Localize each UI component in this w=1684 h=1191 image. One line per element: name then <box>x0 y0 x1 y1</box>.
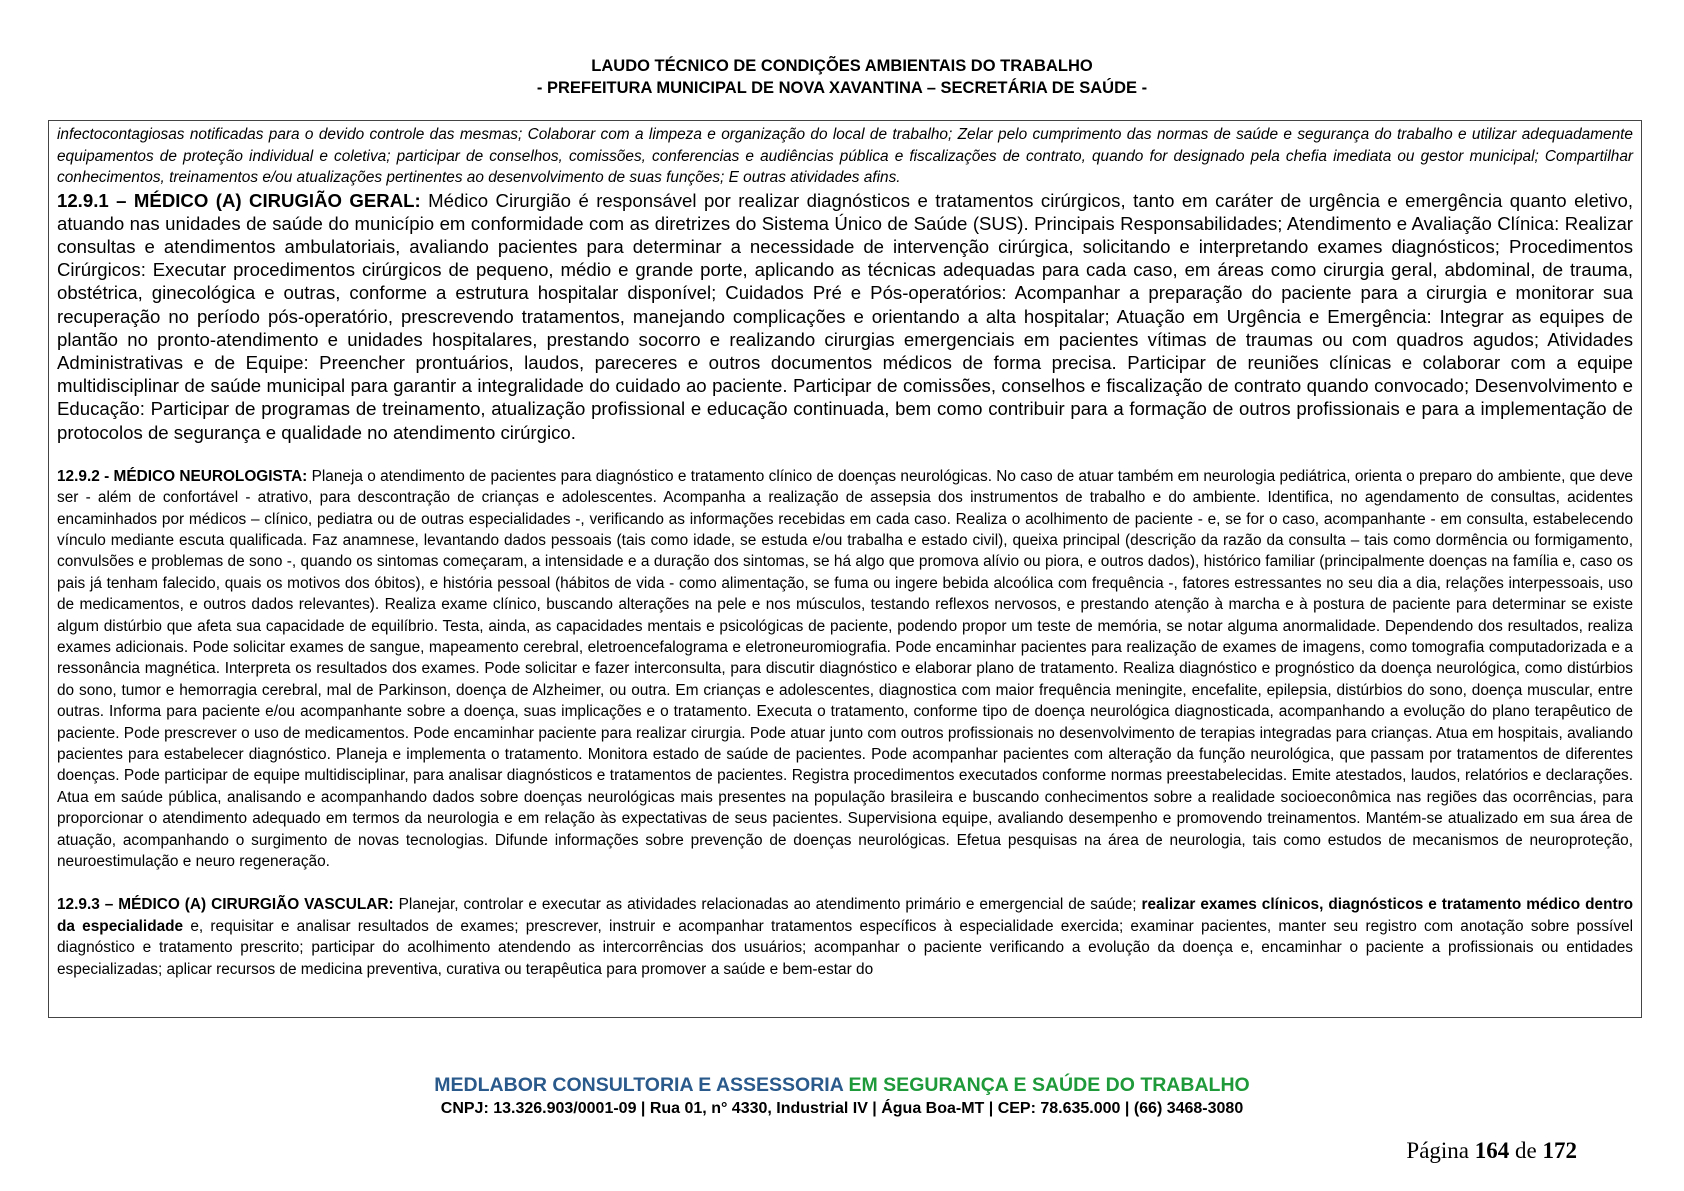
footer-contact-info: CNPJ: 13.326.903/0001-09 | Rua 01, n° 4330, Industrial IV | Água Boa-MT | CEP: 78.635.000 | (66) 3468-3080 <box>440 1100 1244 1117</box>
header-title: LAUDO TÉCNICO DE CONDIÇÕES AMBIENTAIS DO TRABALHO <box>591 57 1093 75</box>
section-neurologista <box>57 466 1633 873</box>
section-text: Planeja o atendimento de pacientes para diagnóstico e tratamento clínico de doenças neurológicas. No caso de atuar também em neurologia pediátrica, orienta o preparo do ambiente, que deve ser - além de confortável - atrativo, para descontração de crianças e adolescentes. Acompanha a realização de assepsia dos instrumentos de trabalho e do ambiente. Identifica, no agendamento de consultas, acidentes encaminhados por médicos – clínico, pediatra ou de outras especialidades -, verificando as informações recebidas em cada caso. Realiza o acolhimento de paciente - e, se for o caso, acompanhante - em consulta, estabelecendo vínculo mediante escuta qualificada. Faz anamnese, levantando dados pessoais (tais como idade, se estuda e/ou trabalha e estado civil), queixa principal (descrição da razão da consulta – tais como dormência ou formigamento, convulsões e problemas de sono -, quando os sintomas começaram, a intensidade e a duração dos sintomas, se há algo que promova alívio ou piora, e outros dados), histórico familiar (principalmente doenças na família e, caso os pais já tenham falecido, quais os motivos dos óbitos), e história pessoal (hábitos de vida - como alimentação, se fuma ou ingere bebida alcoólica com frequência -, fatores estressantes no seu dia a dia, relações interpessoais, uso de medicamentos, e outros dados relevantes). Realiza exame clínico, buscando alterações na pele e nos músculos, testando reflexos nervosos, e prestando atenção à marcha e à postura de paciente para determinar se existe algum distúrbio que afeta sua capacidade de equilíbrio. Testa, ainda, as capacidades mentais e psicológicas de paciente, podendo propor um teste de memória, se notar alguma anormalidade. Dependendo dos resultados, realiza exames adicionais. Pode solicitar exames de sangue, mapeamento cerebral, eletroencefalograma e eletroneuromiografia. Pode encaminhar pacientes para realização de exames de imagens, como tomografia computadorizada e a ressonância magnética. Interpreta os resultados dos exames. Pode solicitar e fazer interconsulta, para discutir diagnóstico e elaborar plano de tratamento. Realiza diagnóstico e prognóstico da doença neurológica, como distúrbios do sono, tumor e hemorragia cerebral, mal de Parkinson, doença de Alzheimer, ou outra. Em crianças e adolescentes, diagnostica com maior frequência meningite, encefalite, epilepsia, distúrbios do sono, doença muscular, entre outras. Informa para paciente e/ou acompanhante sobre a doença, suas implicações e o tratamento. Executa o tratamento, conforme tipo de doença neurológica diagnosticada, acompanhando a evolução do plano terapêutico de paciente. Pode prescrever o uso de medicamentos. Pode encaminhar paciente para realizar cirurgia. Pode atuar junto com outros profissionais no desenvolvimento de terapias integradas para crianças. Atua em hospitais, avaliando pacientes para estabelecer diagnóstico. Planeja e implementa o tratamento. Monitora estado de saúde de pacientes. Pode acompanhar pacientes com alteração da função neurológica, que passam por tratamentos de diferentes doenças. Pode participar de equipe multidisciplinar, para analisar diagnósticos e tratamentos de pacientes. Registra procedimentos executados conforme normas preestabelecidas. Emite atestados, laudos, relatórios e declarações. Atua em saúde pública, analisando e acompanhando dados sobre doenças neurológicas mais presentes na população brasileira e buscando conhecimentos sobre a realidade socioeconômica nas regiões das ocorrências, para proporcionar o atendimento adequado em termos da neurologia e em relação às expectativas de seus pacientes. Supervisiona equipe, avaliando desempenho e promovendo treinamentos. Mantém-se atualizado em sua área de atuação, acompanhando o surgimento de novas tecnologias. Difunde informações sobre prevenção de doenças neurológicas. Efetua pesquisas na área de neurologia, tais como estudos de mecanismos de neuroproteção, neuroestimulação e neuro regeneração. <box>57 467 1633 871</box>
section-text: Médico Cirurgião é responsável por realizar diagnósticos e tratamentos cirúrgicos, tanto em caráter de urgência e emergência quanto eletivo, atuando nas unidades de saúde do município em conformidade com as diretrizes do Sistema Único de Saúde (SUS). Principais Responsabilidades; Atendimento e Avaliação Clínica: Realizar consultas e atendimentos ambulatoriais, avaliando pacientes para determinar a necessidade de intervenção cirúrgica, solicitando e interpretando exames diagnósticos; Procedimentos Cirúrgicos: Executar procedimentos cirúrgicos de pequeno, médio e grande porte, aplicando as técnicas adequadas para cada caso, em áreas como cirurgia geral, abdominal, de trauma, obstétrica, ginecológica e outras, conforme a estrutura hospitalar disponível; Cuidados Pré e Pós-operatórios: Acompanhar a preparação do paciente para a cirurgia e monitorar sua recuperação no período pós-operatório, prescrevendo tratamentos, manejando complicações e orientando a alta hospitalar; Atuação em Urgência e Emergência: Integrar as equipes de plantão no pronto-atendimento e unidades hospitalares, prestando socorro e realizando cirurgias emergenciais em pacientes vítimas de traumas ou com quadros agudos; Atividades Administrativas e de Equipe: Preencher prontuários, laudos, pareceres e outros documentos médicos de forma precisa. Participar de reuniões clínicas e colaborar com a equipe multidisciplinar de saúde municipal para garantir a integralidade do cuidado ao paciente. Participar de comissões, conselhos e fiscalização de contrato quando convocado; Desenvolvimento e Educação: Participar de programas de treinamento, atualização profissional e educação continuada, bem como contribuir para a formação de outros profissionais e para a implementação de protocolos de segurança e qualidade no atendimento cirúrgico. <box>57 189 1634 443</box>
section-bold-text: realizar exames clínicos, diagnósticos e tratamento médico dentro da especialidade <box>57 896 1633 935</box>
content-box <box>48 120 1642 1018</box>
company-name-primary: MEDLABOR CONSULTORIA E ASSESSORIA <box>434 1074 844 1096</box>
company-name-secondary: EM SEGURANÇA E SAÚDE DO TRABALHO <box>843 1074 1250 1096</box>
section-text: Planejar, controlar e executar as atividades relacionadas ao atendimento primário e emergencial de saúde; <box>393 896 1142 914</box>
page-label: Página <box>1406 1138 1475 1163</box>
document-header <box>0 55 1684 99</box>
section-heading: 12.9.3 – MÉDICO (A) CIRURGIÃO VASCULAR: <box>57 896 394 914</box>
page-number <box>1406 1138 1577 1164</box>
section-heading: 12.9.2 - MÉDICO NEUROLOGISTA: <box>57 467 308 485</box>
section-cirurgiao-vascular <box>57 894 1633 980</box>
page-of: de <box>1509 1138 1543 1163</box>
intro-paragraph: infectocontagiosas notificadas para o devido controle das mesmas; Colaborar com a limpeza e organização do local de trabalho; Zelar pelo cumprimento das normas de saúde e segurança do trabalho e utilizar adequadamente equipamentos de proteção individual e coletiva; participar de conselhos, comissões, conferencias e audiências pública e fiscalizações de contrato, quando for designado pela chefia imediata ou gestor municipal; Compartilhar conhecimentos, treinamentos e/ou atualizações pertinentes ao desenvolvimento de suas funções; E outras atividades afins. <box>57 126 1633 186</box>
page-total: 172 <box>1542 1138 1577 1163</box>
header-subtitle: - PREFEITURA MUNICIPAL DE NOVA XAVANTINA – SECRETÁRIA DE SAÚDE - <box>536 79 1148 97</box>
paragraph-spacer <box>57 444 1633 466</box>
footer-company-name <box>0 1074 1684 1097</box>
page-current: 164 <box>1474 1138 1510 1163</box>
section-cirurgiao-geral <box>57 189 1633 444</box>
section-text: e, requisitar e analisar resultados de exames; prescrever, instruir e acompanhar tratamentos específicos à especialidade exercida; examinar pacientes, manter seu registro com anotação sobre possível diagnóstico e tratamento prescrito; participar do acolhimento atendendo as intercorrências dos usuários; acompanhar o paciente verificando a evolução da doença e, encaminhar o paciente a profissionais ou entidades especializadas; aplicar recursos de medicina preventiva, curativa ou terapêutica para promover a saúde e bem-estar do <box>57 917 1633 978</box>
paragraph-spacer <box>57 872 1633 894</box>
section-heading: 12.9.1 – MÉDICO (A) CIRUGIÃO GERAL: <box>57 189 421 211</box>
